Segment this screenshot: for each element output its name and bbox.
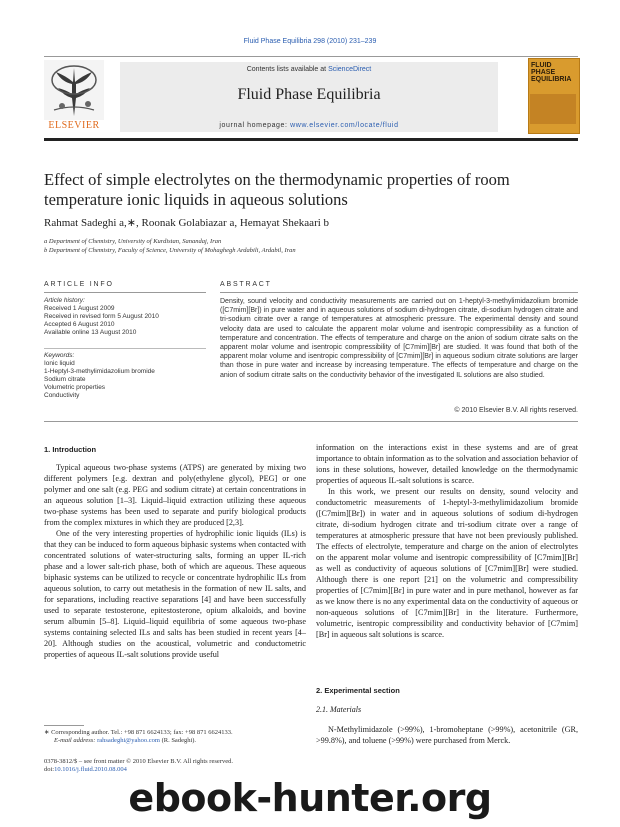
- keyword-item: Conductivity: [44, 392, 80, 399]
- keyword-item: 1-Heptyl-3-methylimidazolium bromide: [44, 368, 155, 375]
- history-online: Available online 13 August 2010: [44, 329, 137, 336]
- corresponding-footnote: [44, 729, 306, 745]
- intro-paragraph: Typical aqueous two-phase systems (ATPS) are generated by mixing two different polymers [e.g. dextran and poly(ethylene glycol), PEG] or one polymer and one salt (e.g. PEG and sodium citrate) at certain concentrations in an aqueous solution [1–3]. Liquid–liquid extraction utilizing these aqueous two-phase systems has been used to separate and purify biological products from the complex mixtures in which they are produced [2,3].: [44, 463, 306, 527]
- keywords-label: Keywords:: [44, 352, 75, 359]
- footnote-rule: [44, 725, 84, 726]
- keyword-item: Sodium citrate: [44, 376, 86, 383]
- homepage-link[interactable]: www.elsevier.com/locate/fluid: [290, 122, 399, 129]
- doi-line: [44, 766, 306, 774]
- email-label: E-mail address:: [54, 737, 98, 744]
- doi-link[interactable]: 10.1016/j.fluid.2010.08.004: [54, 766, 127, 773]
- keywords-block: [44, 352, 204, 400]
- history-received: Received 1 August 2009: [44, 305, 115, 312]
- abstract-text: Density, sound velocity and conductivity measurements are carried out on 1-heptyl-3-methylimidazolium bromide ([C7mim][Br]) in pure water and in aqueous solutions of sodium di-hydrogen citrate, di-sodium hydrogen citrate and tri-sodium citrate over a range of temperatures at atmospheric pressure. The experimental density and sound velocity data are used to calculate the apparent molar volume and isentropic compressibility as a function of temperature and concentration. The effects of temperature and charge on the anion of sodium citrate salts on the apparent molar volume and isentropic compressibility of [C7mim][Br] are studied. It was found that both of the apparent molar volume and isentropic compressibility of [C7mim][Br] in aqueous sodium citrate solutions are larger than those in pure water and increase by increasing temperature. The effects of temperature and charge on the anion of sodium citrate salts on the conductivity behavior of the investigated IL solutions are also studied.: [220, 298, 578, 379]
- email-suffix: (R. Sadeghi).: [159, 737, 197, 744]
- intro-paragraph: One of the very interesting properties of hydrophilic ionic liquids (ILs) is that they can be induced to form aqueous biphasic systems when contacted with concentrated solutions of water-structuring salts, forming an upper IL-rich phase and a lower salt-rich phase, both of which are aqueous. These aqueous biphasic systems can be utilized to recycle or concentrate hydrophilic ILs from aqueous solution, to carry out metathesis in the formation of new IL salts, and for separations, including reactive separations [4] and have been successfully used to separate testosterone, epitestosterone, opium alkaloids, and bovine serum albumin [5–8]. Liquid–liquid equilibria of some aqueous two-phase systems containing selected ILs and salts has been studied in recent years [4–20]. Although studies on the acoustical, volumetric and conductometric properties of aqueous IL-salt solutions provide useful: [44, 529, 306, 659]
- history-revised: Received in revised form 5 August 2010: [44, 313, 159, 320]
- affiliation-a: a Department of Chemistry, University of Kurdistan, Sanandaj, Iran: [44, 238, 222, 245]
- masthead-bottom-rule: [44, 138, 578, 141]
- abstract-bottom-rule: [44, 421, 578, 422]
- article-info-rule: [44, 292, 206, 293]
- copyright-notice: © 2010 Elsevier B.V. All rights reserved.: [454, 407, 578, 414]
- issn-block: [44, 758, 306, 774]
- keyword-item: Volumetric properties: [44, 384, 106, 391]
- doi-prefix: doi:: [44, 766, 55, 773]
- history-accepted: Accepted 6 August 2010: [44, 321, 115, 328]
- masthead-top-rule: [44, 56, 578, 57]
- contents-prefix: Contents lists available at: [246, 66, 329, 73]
- author-list: Rahmat Sadeghi a,∗, Roonak Golabiazar a, Hemayat Shekaari b: [44, 217, 330, 229]
- abstract-label: ABSTRACT: [220, 281, 272, 288]
- experimental-heading: 2. Experimental section: [316, 686, 400, 695]
- journal-homepage: [120, 122, 498, 129]
- left-column: [44, 462, 306, 660]
- materials-paragraph: N-Methylimidazole (>99%), 1-bromoheptane (>99%), acetonitrile (GR, >99.8%), and toluene (>99%) were purchased from Merck.: [316, 725, 578, 745]
- keyword-item: Ionic liquid: [44, 360, 75, 367]
- cover-title: FLUID PHASE EQUILIBRIA: [531, 62, 572, 83]
- intro-paragraph: In this work, we present our results on density, sound velocity and conductometric measurements of 1-heptyl-3-methylimidazolium bromide ([C7mim][Br]) in water and in aqueous solutions of sodium di-hydrogen citrate, di-sodium hydrogen citrate and tri-sodium citrate over a range of temperatures at atmospheric pressure that have not been previously published. The effects of electrolyte, temperature and charge on the anion of electrolytes on the apparent molar volume and isentropic compressibility of [C7mim][Br] as well as conductivity of aqueous solutions of [C7mim][Br] were studied. Although there is one report [21] on the volumetric and compressibility properties of [C7mim][Br] in pure water and in pure methanol, however as far as we know there is no any experimental data on the conductivity of aqueous or non-aqueous solutions of [C7mim][Br] in the literature. Furthermore, volumetric, isentropic compressibility and conductivity behavior of [C7mim][Br] in aqueous salt solutions is scarce.: [316, 487, 578, 639]
- sciencedirect-link[interactable]: ScienceDirect: [328, 66, 372, 73]
- article-title: Effect of simple electrolytes on the thermodynamic properties of room temperature ionic liquids in aqueous solutions: [44, 170, 510, 209]
- corresponding-author: ∗ Corresponding author. Tel.: +98 871 6624133; fax: +98 871 6624133.: [44, 729, 233, 736]
- watermark-text: ebook-hunter.org: [128, 776, 492, 820]
- contents-line: [120, 66, 498, 73]
- journal-citation[interactable]: Fluid Phase Equilibria 298 (2010) 231–239: [243, 38, 377, 45]
- homepage-prefix: journal homepage:: [219, 122, 291, 129]
- publisher-logo-text: ELSEVIER: [48, 120, 100, 131]
- abstract-rule: [220, 292, 578, 293]
- article-history: [44, 297, 204, 337]
- journal-name: Fluid Phase Equilibria: [237, 86, 381, 103]
- email-link[interactable]: rahsadeghi@yahoo.com: [97, 737, 160, 744]
- email-line: [44, 737, 306, 745]
- materials-text: [316, 724, 578, 746]
- history-label: Article history:: [44, 297, 85, 304]
- intro-paragraph: information on the interactions exist in these systems and are of great importance to obtain information as to the solvation and association behavior of ions in these solutions, however, detailed knowledge on the thermodynamic properties of aqueous IL-salt solutions is scarce.: [316, 443, 578, 485]
- introduction-heading: 1. Introduction: [44, 445, 97, 454]
- cover-graphic: [530, 94, 576, 124]
- keywords-rule: [44, 348, 206, 349]
- affiliation-b: b Department of Chemistry, Faculty of Science, University of Mohaghegh Ardabili, Ardabil, Iran: [44, 247, 296, 254]
- right-column: [316, 442, 578, 640]
- article-info-label: ARTICLE INFO: [44, 281, 114, 288]
- issn-line: 0378-3812/$ – see front matter © 2010 Elsevier B.V. All rights reserved.: [44, 758, 233, 765]
- materials-heading: 2.1. Materials: [316, 705, 362, 714]
